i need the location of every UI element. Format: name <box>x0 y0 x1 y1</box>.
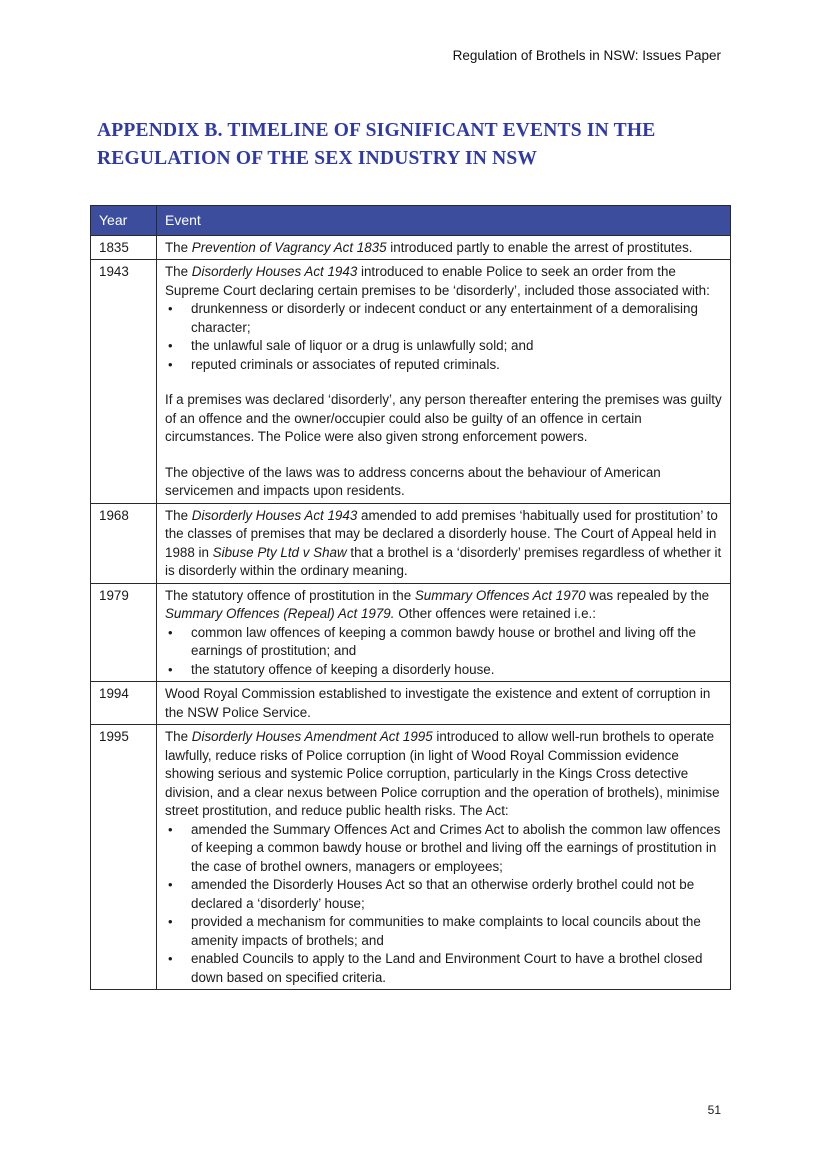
bullet-list <box>165 624 724 680</box>
event-text <box>165 728 724 821</box>
text-run: amended to add premises ‘habitually used for prostitution’ to the classes of premises that may be declared a disorderly house. The Court of Appeal held in 1988 in <box>165 507 718 560</box>
column-header-event: Event <box>157 206 731 236</box>
list-item: • common law offences of keeping a common bawdy house or brothel and living off the earnings of prostitution; and <box>165 624 724 661</box>
act-title: Summary Offences Act 1970 <box>414 587 586 603</box>
table-row <box>91 260 731 504</box>
text-run: Other offences were retained i.e.: <box>394 606 596 621</box>
event-cell <box>157 260 731 504</box>
text-run: was repealed by the <box>585 587 710 603</box>
text-run: that a brothel is a ‘disorderly’ premises regardless of whether it is disorderly within the ordinary meaning. <box>165 544 722 578</box>
event-paragraph: If a premises was declared ‘disorderly’, any person thereafter entering the premises was guilty of an offence and the owner/occupier could also be guilty of an offence in certain circumstances. The Police were also given strong enforcement powers. <box>165 392 722 444</box>
event-text <box>165 263 724 300</box>
text-run: The statutory offence of prostitution in the <box>165 587 415 603</box>
event-cell <box>157 503 731 583</box>
table-row <box>91 503 731 583</box>
event-text <box>165 239 724 258</box>
list-item: • provided a mechanism for communities to make complaints to local councils about the amenity impacts of brothels; and <box>165 913 724 950</box>
column-header-year: Year <box>91 206 157 236</box>
event-cell <box>157 725 731 990</box>
page-title: APPENDIX B. TIMELINE OF SIGNIFICANT EVENTS IN THE REGULATION OF THE SEX INDUSTRY IN NSW <box>97 120 656 169</box>
event-text <box>165 587 724 624</box>
text-run: The <box>165 239 192 255</box>
act-title: Disorderly Houses Act 1943 <box>191 507 358 523</box>
event-paragraph: The objective of the laws was to address concerns about the behaviour of American servicemen and impacts upon residents. <box>165 464 661 498</box>
bullet-list <box>165 300 724 374</box>
running-header: Regulation of Brothels in NSW: Issues Paper <box>452 48 721 63</box>
year-cell: 1943 <box>91 260 157 504</box>
case-title: Sibuse Pty Ltd v Shaw <box>212 544 347 560</box>
act-title: Summary Offences (Repeal) Act 1979. <box>165 606 395 621</box>
text-run: introduced to allow well-run brothels to operate lawfully, reduce risks of Police corruption (in light of Wood Royal Commission evidence showing serious and systemic Police corruption, particularly in the Kings Cross detective division, and a clear nexus between Police corruption and the operation of brothels), minimise street prostitution, and reduce public health risks. The Act: <box>165 729 720 818</box>
list-item: • enabled Councils to apply to the Land and Environment Court to have a brothel closed down based on specified criteria. <box>165 950 724 987</box>
table-row <box>91 583 731 682</box>
list-item: • amended the Disorderly Houses Act so that an otherwise orderly brothel could not be declared a ‘disorderly’ house; <box>165 876 724 913</box>
event-cell <box>157 682 731 725</box>
table-header-row <box>91 206 731 236</box>
year-cell: 1995 <box>91 725 157 990</box>
act-title: Disorderly Houses Amendment Act 1995 <box>191 729 433 744</box>
page-number: 51 <box>707 1103 721 1117</box>
text-run: introduced to enable Police to seek an order from the Supreme Court declaring certain premises to be ‘disorderly’, included those associated with: <box>165 264 710 298</box>
act-title: Prevention of Vagrancy Act 1835 <box>191 239 387 255</box>
table-row <box>91 235 731 260</box>
act-title: Disorderly Houses Act 1943 <box>191 264 358 279</box>
year-cell: 1979 <box>91 583 157 682</box>
list-item: • the statutory offence of keeping a disorderly house. <box>165 661 724 680</box>
text-run: The <box>165 264 192 279</box>
event-text <box>165 507 724 581</box>
timeline-table <box>90 205 731 990</box>
list-item: • amended the Summary Offences Act and Crimes Act to abolish the common law offences of keeping a common bawdy house or brothel and living off the earnings of prostitution in the case of brothel owners, managers or employees; <box>165 821 724 877</box>
bullet-list <box>165 821 724 988</box>
text-run: introduced partly to enable the arrest of prostitutes. <box>386 239 693 255</box>
table-row <box>91 682 731 725</box>
year-cell: 1994 <box>91 682 157 725</box>
text-run: The <box>165 729 192 744</box>
event-cell <box>157 583 731 682</box>
list-item: • reputed criminals or associates of reputed criminals. <box>165 356 724 375</box>
event-text: Wood Royal Commission established to investigate the existence and extent of corruption in the NSW Police Service. <box>165 686 711 720</box>
list-item: • the unlawful sale of liquor or a drug is unlawfully sold; and <box>165 337 724 356</box>
event-cell <box>157 235 731 260</box>
year-cell: 1835 <box>91 235 157 260</box>
year-cell: 1968 <box>91 503 157 583</box>
text-run: The <box>165 507 192 523</box>
table-row <box>91 725 731 990</box>
list-item: • drunkenness or disorderly or indecent conduct or any entertainment of a demoralising character; <box>165 300 724 337</box>
